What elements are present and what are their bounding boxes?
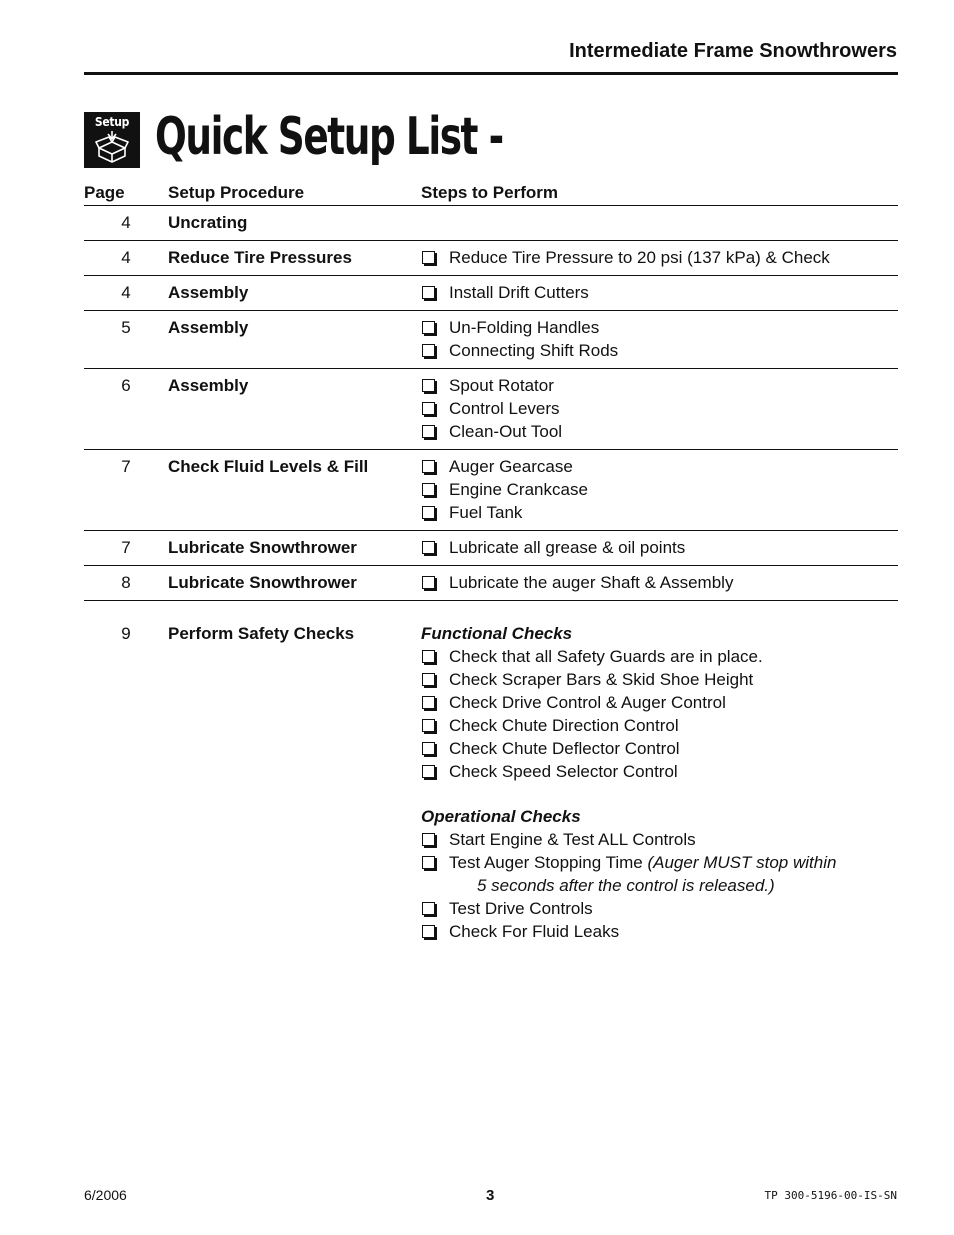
- step-text: Control Levers: [449, 399, 560, 418]
- checkbox-icon: [422, 379, 435, 392]
- step-text: Clean-Out Tool: [449, 422, 563, 441]
- step-text: Spout Rotator: [449, 376, 554, 395]
- checkbox-icon: [422, 719, 435, 732]
- checkbox-icon: [422, 856, 435, 869]
- row-steps: [421, 206, 898, 241]
- table-spacer: [84, 601, 898, 618]
- checkbox-icon: [422, 402, 435, 415]
- checkbox-icon: [422, 673, 435, 686]
- step-text: Test Drive Controls: [449, 899, 593, 918]
- row-procedure: Lubricate Snowthrower: [168, 531, 421, 566]
- step-note: 5 seconds after the control is released.): [477, 876, 775, 895]
- table-row: [84, 450, 898, 531]
- checklist-step: [421, 246, 898, 269]
- row-procedure: Assembly: [168, 311, 421, 369]
- table-row: [84, 276, 898, 311]
- row-page: 4: [84, 276, 168, 311]
- checkbox-icon: [422, 576, 435, 589]
- step-text: Check Scraper Bars & Skid Shoe Height: [449, 670, 754, 689]
- row-page: 7: [84, 450, 168, 531]
- table-row: [84, 369, 898, 450]
- checkbox-icon: [422, 321, 435, 334]
- header-rule: [84, 72, 898, 75]
- table-row: [84, 566, 898, 601]
- table-header-row: [84, 180, 898, 206]
- row-steps: [421, 276, 898, 311]
- row-page: 9: [121, 624, 131, 643]
- checkbox-icon: [422, 765, 435, 778]
- checklist-step: [421, 420, 898, 443]
- checklist-step: [421, 897, 898, 920]
- row-procedure: Perform Safety Checks: [168, 624, 355, 643]
- checkbox-icon: [422, 541, 435, 554]
- row-page: 4: [84, 206, 168, 241]
- open-box-icon: [95, 130, 129, 164]
- checklist-step: [421, 737, 898, 760]
- setup-badge-label: Setup: [94, 115, 130, 129]
- step-text: Un-Folding Handles: [449, 318, 600, 337]
- checklist-step: [421, 316, 898, 339]
- checklist-step: [421, 397, 898, 420]
- step-text: Fuel Tank: [449, 503, 523, 522]
- column-header-page: Page: [84, 180, 168, 206]
- checklist-step: [421, 760, 898, 783]
- setup-table: [84, 180, 898, 949]
- step-text: Check Chute Deflector Control: [449, 739, 680, 758]
- row-page: 7: [84, 531, 168, 566]
- checkbox-icon: [422, 506, 435, 519]
- row-page: 4: [84, 241, 168, 276]
- checkbox-icon: [422, 742, 435, 755]
- step-text: Check that all Safety Guards are in place.: [449, 647, 763, 666]
- step-text: Reduce Tire Pressure to 20 psi (137 kPa) & Check: [449, 248, 830, 267]
- step-text: Check For Fluid Leaks: [449, 922, 620, 941]
- table-row: [84, 311, 898, 369]
- step-text: Test Auger Stopping Time: [449, 853, 643, 872]
- checklist-step: [421, 920, 898, 943]
- step-text: Install Drift Cutters: [449, 283, 589, 302]
- row-steps: [421, 241, 898, 276]
- footer-page-number: 3: [486, 1187, 495, 1204]
- step-note: (Auger MUST stop within: [647, 853, 837, 872]
- row-steps: [421, 369, 898, 450]
- row-steps: [421, 531, 898, 566]
- checkbox-icon: [422, 286, 435, 299]
- section-gap: [421, 783, 898, 805]
- step-text: Check Chute Direction Control: [449, 716, 679, 735]
- checkbox-icon: [422, 344, 435, 357]
- checklist-step: [421, 571, 898, 594]
- checkbox-icon: [422, 460, 435, 473]
- operational-checks-heading: Operational Checks: [421, 807, 581, 826]
- checkbox-icon: [422, 483, 435, 496]
- checklist-step: [421, 374, 898, 397]
- step-text: Lubricate the auger Shaft & Assembly: [449, 573, 734, 592]
- step-text: Engine Crankcase: [449, 480, 588, 499]
- table-row: [84, 241, 898, 276]
- row-procedure: Uncrating: [168, 206, 421, 241]
- step-note-continuation: [421, 874, 898, 897]
- column-header-steps: Steps to Perform: [421, 180, 898, 206]
- checklist-step: [421, 536, 898, 559]
- checkbox-icon: [422, 425, 435, 438]
- checklist-step: [421, 691, 898, 714]
- step-text: Start Engine & Test ALL Controls: [449, 830, 696, 849]
- functional-checks-heading: Functional Checks: [421, 624, 573, 643]
- checklist-step: [421, 714, 898, 737]
- document-header-title: Intermediate Frame Snowthrowers: [569, 40, 897, 62]
- checklist-step: [421, 478, 898, 501]
- checklist-step: [421, 851, 898, 874]
- checkbox-icon: [422, 902, 435, 915]
- footer-document-code: TP 300-5196-00-IS-SN: [764, 1189, 897, 1202]
- checklist-step: [421, 455, 898, 478]
- row-procedure: Assembly: [168, 276, 421, 311]
- step-text: Check Speed Selector Control: [449, 762, 678, 781]
- checkbox-icon: [422, 696, 435, 709]
- checklist-step: [421, 281, 898, 304]
- row-procedure: Reduce Tire Pressures: [168, 241, 421, 276]
- row-page: 5: [84, 311, 168, 369]
- checklist-step: [421, 668, 898, 691]
- step-text: Lubricate all grease & oil points: [449, 538, 686, 557]
- row-procedure: Lubricate Snowthrower: [168, 566, 421, 601]
- page-title: Quick Setup List -: [155, 107, 503, 167]
- row-steps: [421, 311, 898, 369]
- table-row: [84, 531, 898, 566]
- step-text: Connecting Shift Rods: [449, 341, 619, 360]
- row-steps: [421, 617, 898, 949]
- checkbox-icon: [422, 251, 435, 264]
- step-text: Auger Gearcase: [449, 457, 573, 476]
- footer-date: 6/2006: [84, 1187, 127, 1203]
- checklist-step: [421, 645, 898, 668]
- checkbox-icon: [422, 650, 435, 663]
- checkbox-icon: [422, 925, 435, 938]
- step-text: Check Drive Control & Auger Control: [449, 693, 726, 712]
- row-procedure: Assembly: [168, 369, 421, 450]
- checkbox-icon: [422, 833, 435, 846]
- table-row: [84, 206, 898, 241]
- checklist-step: [421, 828, 898, 851]
- column-header-procedure: Setup Procedure: [168, 180, 421, 206]
- row-steps: [421, 566, 898, 601]
- row-steps: [421, 450, 898, 531]
- checklist-step: [421, 501, 898, 524]
- row-procedure: Check Fluid Levels & Fill: [168, 450, 421, 531]
- table-row-safety: [84, 617, 898, 949]
- setup-badge: [84, 112, 140, 168]
- row-page: 6: [84, 369, 168, 450]
- checklist-step: [421, 339, 898, 362]
- row-page: 8: [84, 566, 168, 601]
